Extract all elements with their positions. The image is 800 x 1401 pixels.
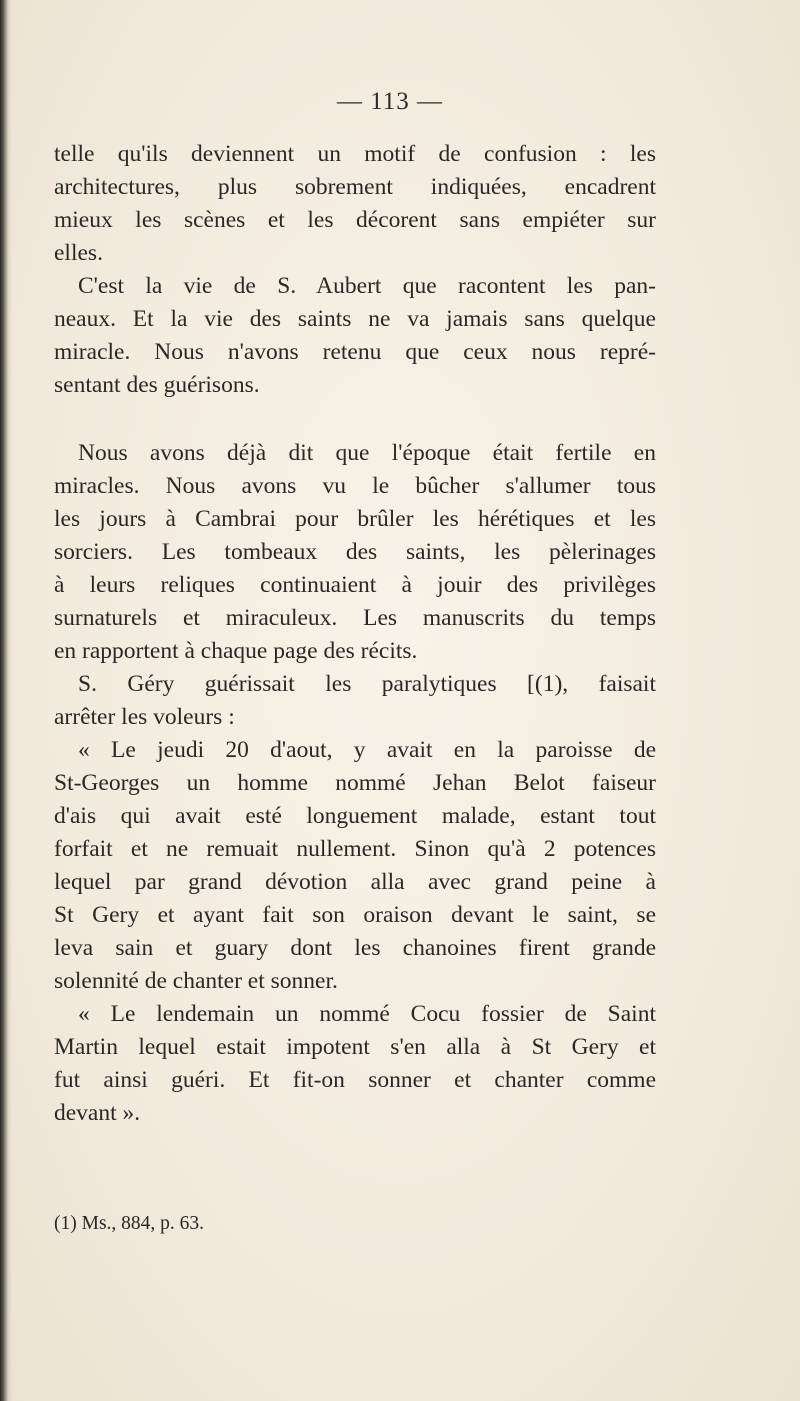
text-line: sentant des guérisons. xyxy=(54,372,260,398)
text-line: sorciers. Les tombeaux des saints, les pèlerinages xyxy=(54,539,656,565)
binding-edge xyxy=(0,0,12,1401)
text-line: lequel par grand dévotion alla avec grand peine à xyxy=(54,869,656,895)
text-line: miracles. Nous avons vu le bûcher s'allumer tous xyxy=(54,473,656,499)
text-line: devant ». xyxy=(54,1100,141,1126)
text-line: à leurs reliques continuaient à jouir des privilèges xyxy=(54,572,656,598)
text-line: S. Géry guérissait les paralytiques [(1), faisait xyxy=(78,671,656,697)
text-line: elles. xyxy=(54,240,103,266)
footnote: (1) Ms., 884, p. 63. xyxy=(54,1213,205,1234)
text-line: solennité de chanter et sonner. xyxy=(54,968,338,994)
text-line: St Gery et ayant fait son oraison devant le saint, se xyxy=(54,902,656,928)
text-line: d'ais qui avait esté longuement malade, estant tout xyxy=(54,803,656,829)
page-number: — 113 — xyxy=(336,88,444,115)
text-line: St-Georges un homme nommé Jehan Belot faiseur xyxy=(54,770,656,796)
text-line: miracle. Nous n'avons retenu que ceux nous repré- xyxy=(54,339,656,365)
text-line: architectures, plus sobrement indiquées, encadrent xyxy=(54,174,656,200)
text-line: en rapportent à chaque page des récits. xyxy=(54,638,418,664)
text-line: surnaturels et miraculeux. Les manuscrits du temps xyxy=(54,605,656,631)
paragraph-1 xyxy=(54,138,656,402)
text-line: leva sain et guary dont les chanoines firent grande xyxy=(54,935,656,961)
text-line: arrêter les voleurs : xyxy=(54,704,235,730)
text-line: mieux les scènes et les décorent sans empiéter sur xyxy=(54,207,656,233)
text-line: telle qu'ils deviennent un motif de confusion : les xyxy=(54,141,656,167)
text-line: fut ainsi guéri. Et fit-on sonner et chanter comme xyxy=(54,1067,656,1093)
text-line: « Le lendemain un nommé Cocu fossier de Saint xyxy=(78,1001,656,1027)
text-line: les jours à Cambrai pour brûler les hérétiques et les xyxy=(54,506,656,532)
text-line: Nous avons déjà dit que l'époque était fertile en xyxy=(78,440,656,466)
paragraph-2 xyxy=(54,437,656,1130)
text-line: forfait et ne remuait nullement. Sinon qu'à 2 potences xyxy=(54,836,656,862)
text-line: « Le jeudi 20 d'aout, y avait en la paroisse de xyxy=(78,737,656,763)
text-line: neaux. Et la vie des saints ne va jamais sans quelque xyxy=(54,306,656,332)
text-line: Martin lequel estait impotent s'en alla à St Gery et xyxy=(54,1034,656,1060)
text-line: C'est la vie de S. Aubert que racontent les pan- xyxy=(78,273,656,299)
